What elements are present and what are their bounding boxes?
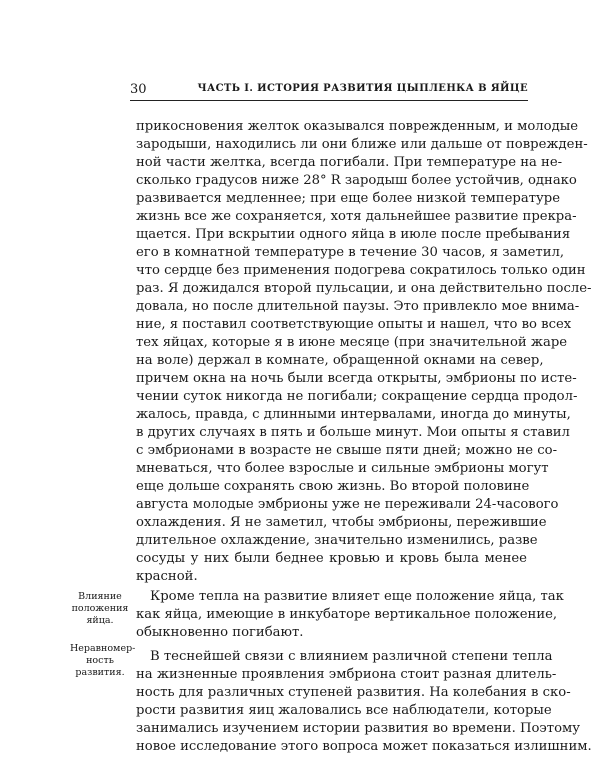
text-line: чении суток никогда не погибали; сокращение сердца продол- bbox=[136, 389, 578, 404]
text-line: как яйца, имеющие в инкубаторе вертикальное положение, bbox=[136, 607, 558, 622]
text-line: в других случаях в пять и больше минут. Мои опыты я ставил bbox=[136, 425, 570, 440]
running-header bbox=[130, 82, 528, 101]
text-line: новое исследование этого вопроса может показаться излишним. bbox=[136, 739, 592, 754]
text-line: прикосновения желток оказывался поврежденным, и молодые bbox=[136, 119, 579, 134]
text-line: жалось, правда, с длинными интервалами, иногда до минуты, bbox=[136, 407, 571, 422]
text-line: мневаться, что более взрослые и сильные эмбрионы могут bbox=[136, 461, 549, 476]
text-line: ние, я поставил соответствующие опыты и нашел, что во всех bbox=[136, 317, 572, 332]
text-line: обыкновенно погибают. bbox=[136, 625, 304, 640]
text-line: Кроме тепла на развитие влияет еще положение яйца, так bbox=[150, 589, 564, 604]
text-line: зародыши, находились ли они ближе или дальше от поврежден- bbox=[136, 137, 588, 152]
margin-note-line: яйца. bbox=[86, 615, 114, 626]
text-line: довала, но после длительной паузы. Это привлекло мое внима- bbox=[136, 299, 580, 314]
margin-note-egg-position bbox=[70, 591, 130, 627]
text-line: сосуды у них были беднее кровью и кровь была менее bbox=[136, 551, 527, 566]
text-line: жизнь все же сохраняется, хотя дальнейшее развитие прекра- bbox=[136, 209, 577, 224]
text-line: на воле) держал в комнате, обращенной окнами на север, bbox=[136, 353, 544, 368]
text-line: охлаждения. Я не заметил, чтобы эмбрионы, пережившие bbox=[136, 515, 547, 530]
text-line: щается. При вскрытии одного яйца в июле после пребывания bbox=[136, 227, 571, 242]
text-line: красной. bbox=[136, 569, 198, 584]
margin-note-uneven-development bbox=[70, 643, 136, 679]
text-line: на жизненные проявления эмбриона стоит разная длитель- bbox=[136, 667, 557, 682]
text-line: сколько градусов ниже 28° R зародыш более устойчив, однако bbox=[136, 173, 577, 188]
margin-note-line: Влияние bbox=[78, 591, 122, 602]
text-line: ной части желтка, всегда погибали. При температуре на не- bbox=[136, 155, 563, 170]
margin-note-line: положения bbox=[71, 603, 129, 614]
margin-note-line: развития. bbox=[75, 667, 125, 678]
page-number: 30 bbox=[130, 82, 147, 97]
text-line: причем окна на ночь были всегда открыты, эмбрионы по исте- bbox=[136, 371, 577, 386]
text-line: его в комнатной температуре в течение 30 часов, я заметил, bbox=[136, 245, 565, 260]
running-title: ЧАСТЬ I. ИСТОРИЯ РАЗВИТИЯ ЦЫПЛЕНКА В ЯЙЦЕ bbox=[197, 83, 528, 94]
text-line: с эмбрионами в возрасте не свыше пяти дней; можно не со- bbox=[136, 443, 558, 458]
text-line: длительное охлаждение, значительно изменились, разве bbox=[136, 533, 538, 548]
text-line: еще дольше сохранять свою жизнь. Во второй половине bbox=[136, 479, 530, 494]
margin-note-line: ность bbox=[86, 655, 114, 666]
text-line: ность для различных ступеней развития. На колебания в ско- bbox=[136, 685, 571, 700]
text-line: раз. Я дожидался второй пульсации, и она действительно после- bbox=[136, 281, 592, 296]
text-line: развивается медленнее; при еще более низкой температуре bbox=[136, 191, 561, 206]
text-line: августа молодые эмбрионы уже не переживали 24-часового bbox=[136, 497, 559, 512]
text-line: что сердце без применения подогрева сократилось только один bbox=[136, 263, 586, 278]
text-line: рости развития яиц жаловались все наблюдатели, которые bbox=[136, 703, 552, 718]
text-line: занимались изучением истории развития во времени. Поэтому bbox=[136, 721, 581, 736]
margin-note-line: Неравномер- bbox=[70, 643, 136, 654]
text-line: В теснейшей связи с влиянием различной степени тепла bbox=[150, 649, 553, 664]
text-line: тех яйцах, которые я в июне месяце (при значительной жаре bbox=[136, 335, 568, 350]
